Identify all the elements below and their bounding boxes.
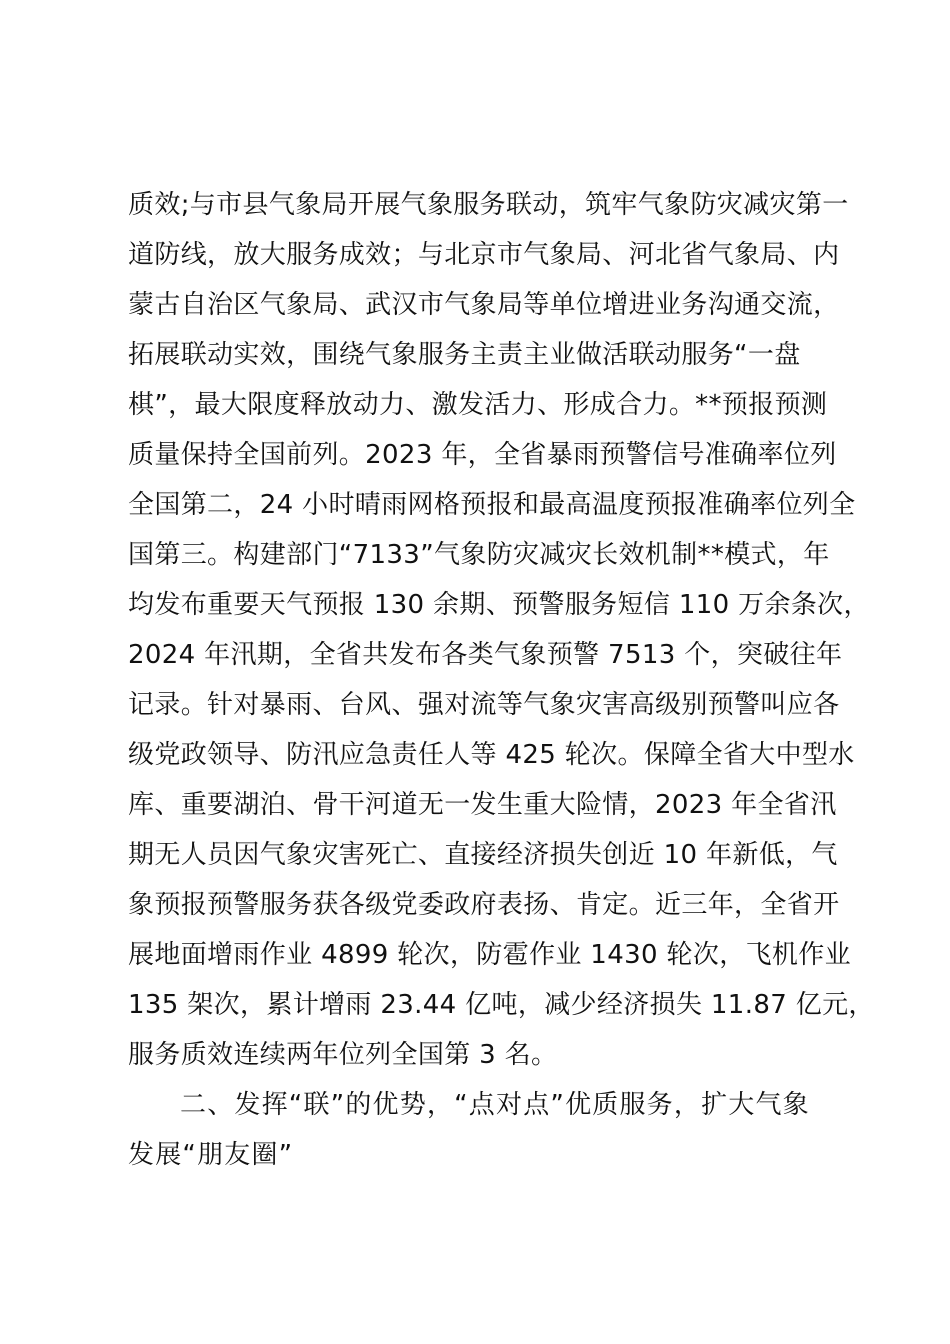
heading-line-2: 发展“朋友圈” [128,1140,294,1170]
paragraph-line: 库、重要湖泊、骨干河道无一发生重大险情，2023 年全省汛 [128,790,837,820]
paragraph-line: 国第三。构建部门“7133”气象防灾减灾长效机制**模式，年 [128,540,830,570]
paragraph-line: 均发布重要天气预报 130 余期、预警服务短信 110 万余条次， [128,590,870,620]
paragraph-line: 蒙古自治区气象局、武汉市气象局等单位增进业务沟通交流， [128,290,840,320]
paragraph-line: 展地面增雨作业 4899 轮次，防雹作业 1430 轮次，飞机作业 [128,940,851,970]
paragraph-line: 质量保持全国前列。2023 年，全省暴雨预警信号准确率位列 [128,440,837,470]
paragraph-line: 质效;与市县气象局开展气象服务联动，筑牢气象防灾减灾第一 [128,190,849,220]
paragraph-line: 棋”，最大限度释放动力、激发活力、形成合力。**预报预测 [128,390,828,420]
heading-line-1: 二、发挥“联”的优势，“点对点”优质服务，扩大气象 [180,1090,810,1120]
paragraph-line: 2024 年汛期，全省共发布各类气象预警 7513 个，突破往年 [128,640,843,670]
paragraph-line: 级党政领导、防汛应急责任人等 425 轮次。保障全省大中型水 [128,740,855,770]
paragraph-line: 拓展联动实效，围绕气象服务主责主业做活联动服务“一盘 [128,340,801,370]
paragraph-line: 全国第二，24 小时晴雨网格预报和最高温度预报准确率位列全 [128,490,856,520]
paragraph-line: 道防线，放大服务成效；与北京市气象局、河北省气象局、内 [128,240,840,270]
section-heading [128,1080,838,1180]
paragraph-line: 服务质效连续两年位列全国第 3 名。 [128,1040,558,1070]
body-paragraph [128,180,875,1080]
paragraph-line: 135 架次，累计增雨 23.44 亿吨，减少经济损失 11.87 亿元， [128,990,875,1020]
paragraph-line: 记录。针对暴雨、台风、强对流等气象灾害高级别预警叫应各 [128,690,840,720]
paragraph-line: 象预报预警服务获各级党委政府表扬、肯定。近三年，全省开 [128,890,840,920]
paragraph-line: 期无人员因气象灾害死亡、直接经济损失创近 10 年新低，气 [128,840,838,870]
